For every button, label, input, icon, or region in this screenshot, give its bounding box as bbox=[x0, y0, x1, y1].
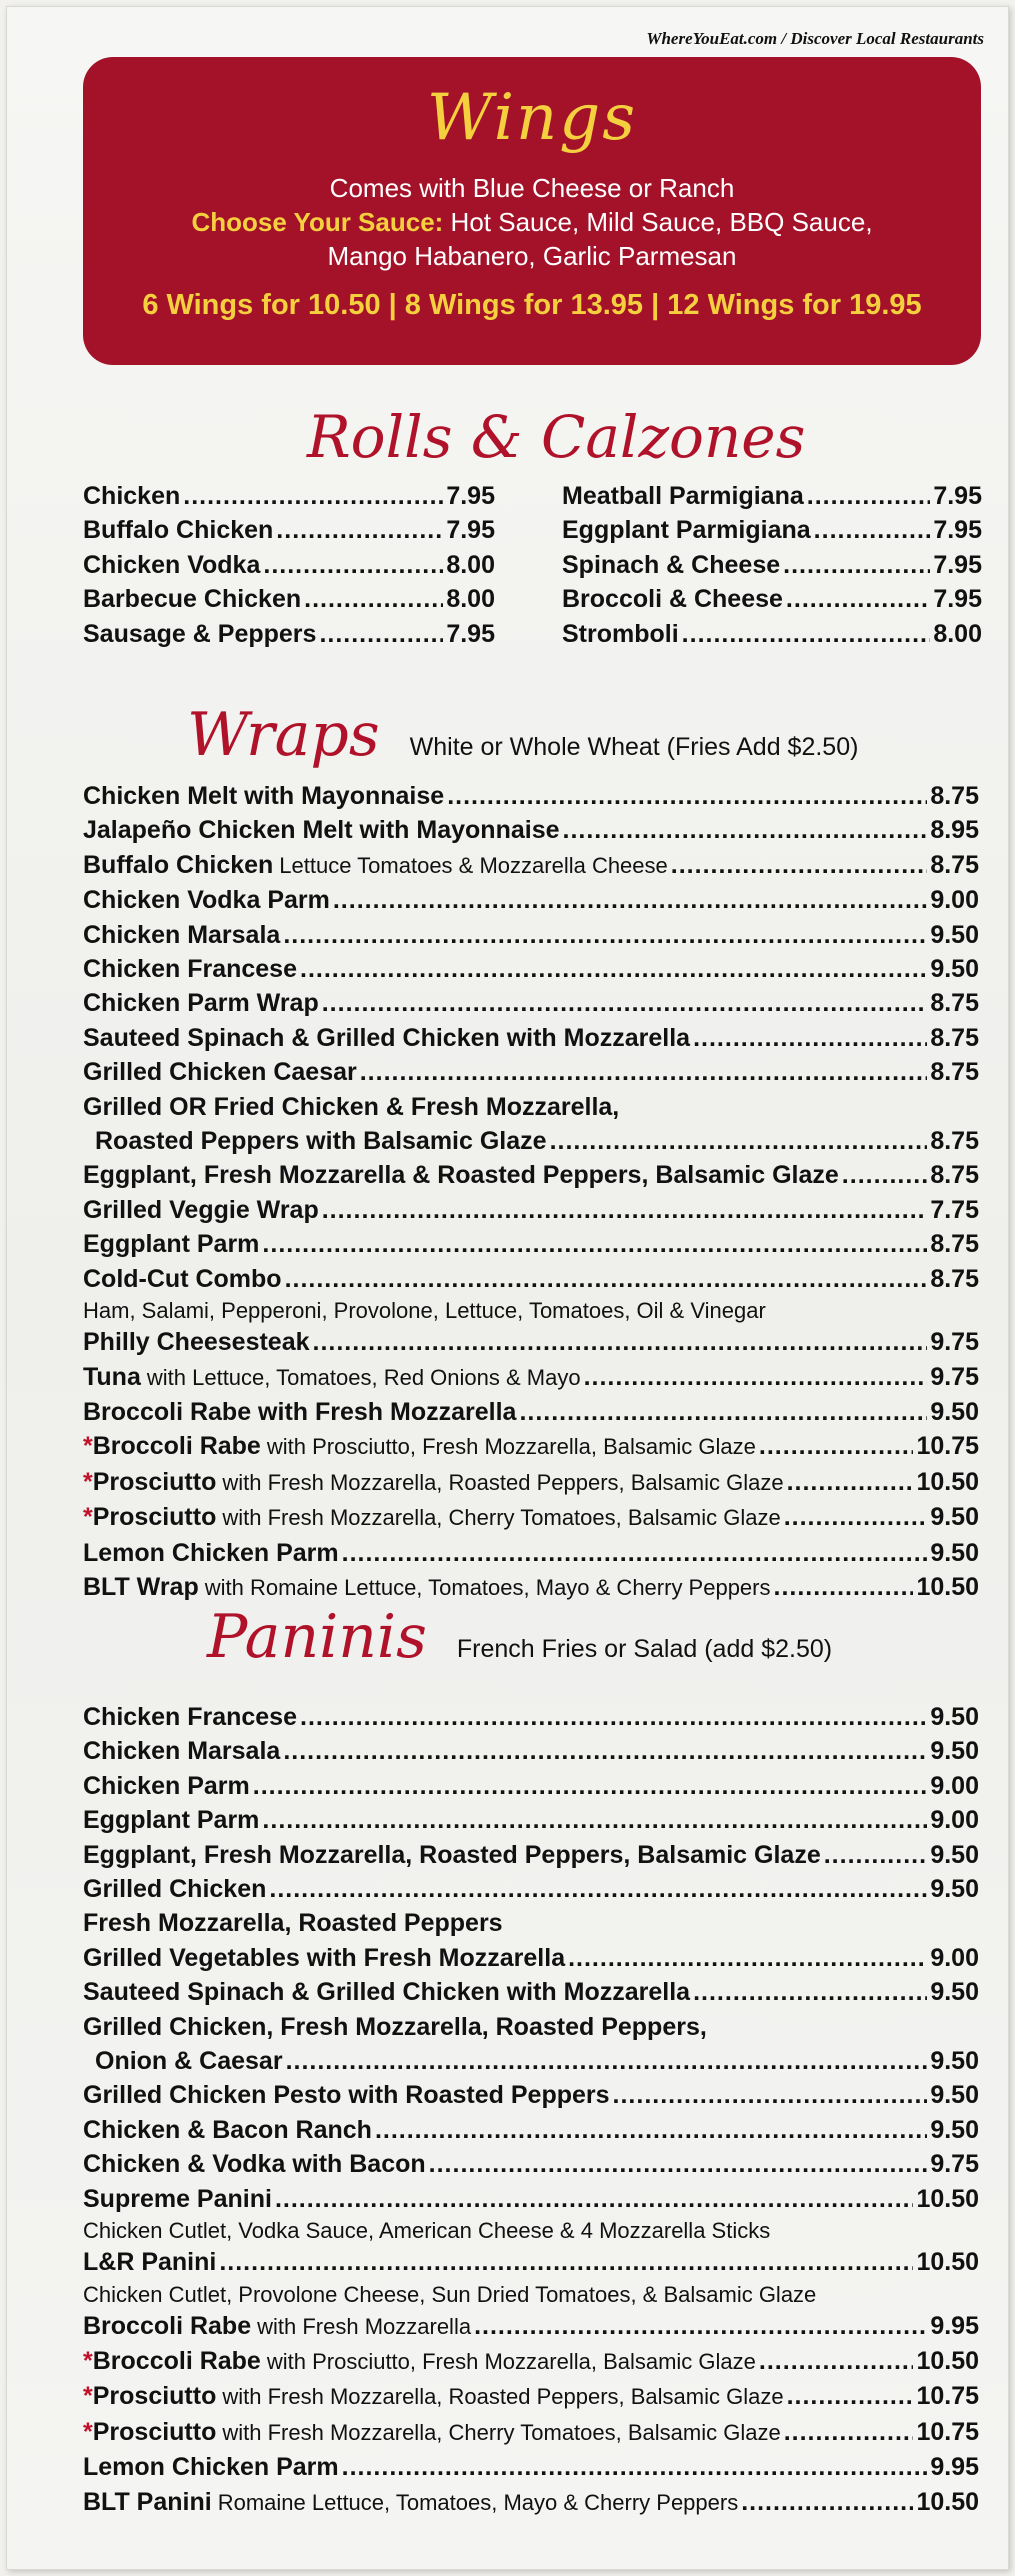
leader-dots bbox=[774, 1570, 914, 1604]
leader-dots bbox=[784, 1500, 928, 1534]
menu-item bbox=[83, 779, 979, 813]
leader-dots bbox=[262, 1227, 927, 1261]
menu-item-name: Chicken Vodka Parm bbox=[83, 886, 330, 915]
menu-item bbox=[83, 1700, 979, 1734]
menu-item-name: Eggplant Parm bbox=[83, 1230, 260, 1259]
menu-item bbox=[83, 2078, 979, 2112]
leader-dots bbox=[682, 617, 931, 651]
menu-item-price: 8.75 bbox=[930, 1230, 979, 1259]
menu-item-name: Stromboli bbox=[562, 619, 679, 648]
menu-item-line: Fresh Mozzarella, Roasted Peppers bbox=[83, 1909, 503, 1938]
menu-item-name: Broccoli & Cheese bbox=[562, 585, 783, 614]
wings-sauce-line-2: Mango Habanero, Garlic Parmesan bbox=[327, 241, 737, 271]
menu-item bbox=[83, 1021, 979, 1055]
menu-item-name: Philly Cheesesteak bbox=[83, 1328, 310, 1357]
menu-item bbox=[83, 1158, 979, 1192]
leader-dots bbox=[269, 1872, 927, 1906]
leader-dots bbox=[563, 813, 928, 847]
menu-item-name: Lemon Chicken Parm bbox=[83, 2453, 339, 2482]
menu-item-name: Sauteed Spinach & Grilled Chicken with Mozzarella bbox=[83, 1978, 691, 2007]
rolls-left-column bbox=[83, 479, 495, 651]
leader-dots bbox=[313, 1325, 928, 1359]
menu-item-name: Grilled Vegetables with Fresh Mozzarella bbox=[83, 1943, 566, 1972]
menu-item bbox=[83, 1570, 979, 1605]
menu-item-price: 8.75 bbox=[930, 1161, 979, 1190]
leader-dots bbox=[342, 2450, 928, 2484]
menu-item bbox=[83, 2379, 979, 2414]
menu-item-name: Grilled Chicken bbox=[83, 1875, 267, 1904]
menu-item-name: Chicken Francese bbox=[83, 1703, 297, 1731]
menu-item-name: Chicken & Vodka with Bacon bbox=[83, 2150, 426, 2179]
leader-dots bbox=[375, 2113, 927, 2147]
leader-dots bbox=[333, 883, 927, 917]
menu-item-price: 8.00 bbox=[933, 619, 982, 648]
menu-item bbox=[83, 2309, 979, 2344]
leader-dots bbox=[807, 479, 931, 513]
leader-dots bbox=[787, 2379, 914, 2413]
leader-dots bbox=[276, 513, 443, 547]
menu-item-name: Prosciutto bbox=[92, 1503, 217, 1532]
menu-item bbox=[83, 2485, 979, 2520]
leader-dots bbox=[693, 1021, 927, 1055]
menu-item bbox=[83, 617, 495, 651]
menu-item-price: 9.50 bbox=[930, 2047, 979, 2076]
menu-item bbox=[83, 1325, 979, 1359]
menu-item-description: with Fresh Mozzarella bbox=[257, 2313, 472, 2339]
menu-item-name: Grilled Chicken Caesar bbox=[83, 1058, 357, 1087]
menu-item bbox=[83, 1941, 979, 1975]
wings-sauce-list: Hot Sauce, Mild Sauce, BBQ Sauce, bbox=[450, 207, 873, 237]
watermark: WhereYouEat.com / Discover Local Restaurants bbox=[646, 29, 984, 48]
menu-item-price: 10.50 bbox=[916, 2346, 979, 2375]
menu-item bbox=[83, 1838, 979, 1872]
leader-dots bbox=[447, 779, 927, 813]
menu-item bbox=[83, 2044, 979, 2078]
menu-item-price: 9.00 bbox=[930, 1943, 979, 1972]
menu-item-star: * bbox=[83, 1432, 93, 1461]
menu-item-price: 7.75 bbox=[930, 1195, 979, 1224]
menu-item-name: Broccoli Rabe bbox=[83, 2311, 252, 2340]
menu-item-price: 9.95 bbox=[930, 2311, 979, 2340]
menu-item bbox=[83, 2113, 979, 2147]
menu-item-price: 10.50 bbox=[916, 2248, 979, 2277]
menu-item-price: 9.50 bbox=[930, 2081, 979, 2110]
menu-item-note: Chicken Cutlet, Provolone Cheese, Sun Dried Tomatoes, & Balsamic Glaze bbox=[83, 2281, 817, 2307]
leader-dots bbox=[283, 1734, 927, 1768]
menu-item bbox=[83, 2245, 979, 2279]
menu-item bbox=[83, 2450, 979, 2484]
menu-item bbox=[83, 2147, 979, 2181]
leader-dots bbox=[568, 1941, 927, 1975]
menu-item-price: 10.50 bbox=[916, 1572, 979, 1601]
leader-dots bbox=[693, 1975, 927, 2009]
menu-item bbox=[83, 1262, 979, 1296]
menu-item-name: Barbecue Chicken bbox=[83, 585, 302, 614]
menu-item-name: BLT Wrap bbox=[83, 1572, 199, 1601]
wings-prices: 6 Wings for 10.50 | 8 Wings for 13.95 | 12 Wings for 19.95 bbox=[142, 289, 922, 321]
menu-item bbox=[83, 1465, 979, 1500]
menu-item-price: 9.50 bbox=[930, 1397, 979, 1426]
menu-item-description: with Fresh Mozzarella, Roasted Peppers, Balsamic Glaze bbox=[222, 2384, 784, 2410]
leader-dots bbox=[275, 2182, 913, 2216]
menu-item-description: with Romaine Lettuce, Tomatoes, Mayo & Cherry Peppers bbox=[204, 1574, 771, 1600]
menu-item bbox=[83, 1124, 979, 1158]
menu-item-name: Chicken Francese bbox=[83, 955, 297, 984]
menu-item-price: 8.75 bbox=[930, 1127, 979, 1156]
menu-item-name: Lemon Chicken Parm bbox=[83, 1538, 339, 1567]
menu-item bbox=[562, 582, 982, 616]
leader-dots bbox=[613, 2078, 928, 2112]
menu-item-price: 9.50 bbox=[930, 1737, 979, 1766]
menu-item-description: with Prosciutto, Fresh Mozzarella, Balsamic Glaze bbox=[266, 2348, 756, 2374]
leader-dots bbox=[319, 617, 443, 651]
leader-dots bbox=[283, 918, 927, 952]
leader-dots bbox=[263, 548, 443, 582]
menu-item-price: 7.95 bbox=[446, 516, 495, 545]
paninis-list bbox=[83, 1700, 979, 2520]
leader-dots bbox=[842, 1158, 928, 1192]
leader-dots bbox=[253, 1769, 928, 1803]
menu-item-description: with Prosciutto, Fresh Mozzarella, Balsamic Glaze bbox=[266, 1434, 756, 1460]
menu-item-price: 10.50 bbox=[916, 2184, 979, 2213]
menu-item-name: Chicken Melt with Mayonnaise bbox=[83, 782, 445, 810]
menu-item-price: 8.75 bbox=[930, 782, 979, 810]
menu-item bbox=[83, 1975, 979, 2009]
menu-item-name: Prosciutto bbox=[92, 2382, 217, 2411]
menu-item-description: with Fresh Mozzarella, Cherry Tomatoes, Balsamic Glaze bbox=[222, 2419, 781, 2445]
menu-item-price: 9.75 bbox=[930, 1328, 979, 1357]
menu-item-name: Eggplant Parmigiana bbox=[562, 516, 811, 545]
menu-item bbox=[83, 813, 979, 847]
leader-dots bbox=[787, 1465, 914, 1499]
menu-item-name: Chicken Vodka bbox=[83, 550, 261, 579]
menu-item-name: Grilled Veggie Wrap bbox=[83, 1195, 319, 1224]
menu-page bbox=[6, 6, 1009, 2570]
menu-item-price: 8.00 bbox=[446, 550, 495, 579]
menu-item-name: Meatball Parmigiana bbox=[562, 482, 804, 510]
menu-item-price: 8.95 bbox=[930, 816, 979, 845]
menu-item bbox=[83, 513, 495, 547]
menu-item bbox=[83, 1500, 979, 1535]
leader-dots bbox=[786, 582, 930, 616]
menu-item-description: with Lettuce, Tomatoes, Red Onions & Mayo bbox=[146, 1364, 581, 1390]
menu-item-name: Tuna bbox=[83, 1362, 141, 1391]
menu-item-name: Sauteed Spinach & Grilled Chicken with Mozzarella bbox=[83, 1023, 691, 1052]
menu-item bbox=[83, 1055, 979, 1089]
menu-item bbox=[83, 1395, 979, 1429]
menu-item bbox=[83, 2415, 979, 2450]
rolls-title: Rolls & Calzones bbox=[307, 403, 806, 471]
menu-item bbox=[83, 1227, 979, 1261]
wings-title: Wings bbox=[426, 81, 638, 155]
leader-dots bbox=[814, 513, 931, 547]
menu-item-description: with Fresh Mozzarella, Roasted Peppers, Balsamic Glaze bbox=[222, 1469, 784, 1495]
menu-item-price: 7.95 bbox=[933, 482, 982, 510]
menu-item-price: 7.95 bbox=[446, 619, 495, 648]
leader-dots bbox=[322, 986, 928, 1020]
menu-item bbox=[83, 548, 495, 582]
leader-dots bbox=[784, 2415, 914, 2449]
menu-item-name: Chicken Parm bbox=[83, 1771, 250, 1800]
menu-item-name: BLT Panini bbox=[83, 2487, 212, 2516]
menu-item-price: 8.75 bbox=[930, 1058, 979, 1087]
menu-item-star: * bbox=[83, 1503, 93, 1532]
leader-dots bbox=[300, 952, 927, 986]
menu-item-price: 8.00 bbox=[446, 585, 495, 614]
menu-item-name: Chicken & Bacon Ranch bbox=[83, 2115, 372, 2144]
menu-item-star: * bbox=[83, 2417, 93, 2446]
leader-dots bbox=[304, 582, 443, 616]
menu-item bbox=[562, 548, 982, 582]
wings-banner bbox=[83, 57, 981, 365]
menu-item-price: 9.50 bbox=[930, 1840, 979, 1869]
menu-item-note: Ham, Salami, Pepperoni, Provolone, Lettuce, Tomatoes, Oil & Vinegar bbox=[83, 1298, 766, 1324]
wraps-header bbox=[187, 700, 858, 770]
paninis-header bbox=[207, 1602, 832, 1672]
menu-item bbox=[83, 582, 495, 616]
leader-dots bbox=[741, 2485, 913, 2519]
menu-item bbox=[83, 1769, 979, 1803]
wings-dip-line: Comes with Blue Cheese or Ranch bbox=[329, 173, 735, 203]
menu-item bbox=[83, 1803, 979, 1837]
menu-item-name: Jalapeño Chicken Melt with Mayonnaise bbox=[83, 816, 560, 845]
menu-item-name: Prosciutto bbox=[92, 2417, 217, 2446]
menu-item-line: Grilled Chicken, Fresh Mozzarella, Roasted Peppers, bbox=[83, 2012, 707, 2041]
menu-item-price: 9.50 bbox=[930, 1703, 979, 1731]
wraps-list bbox=[83, 779, 979, 1605]
menu-item-name: Chicken bbox=[83, 482, 181, 510]
menu-item bbox=[83, 952, 979, 986]
leader-dots bbox=[759, 2344, 914, 2378]
menu-item-name: Prosciutto bbox=[92, 1467, 217, 1496]
menu-item-line: Grilled OR Fried Chicken & Fresh Mozzarella, bbox=[83, 1092, 620, 1121]
leader-dots bbox=[286, 2044, 928, 2078]
menu-item-price: 10.75 bbox=[916, 2417, 979, 2446]
menu-item-name: Chicken Marsala bbox=[83, 920, 281, 949]
menu-item-price: 7.95 bbox=[933, 516, 982, 545]
menu-item-price: 10.75 bbox=[916, 2382, 979, 2411]
menu-item-name: Grilled Chicken Pesto with Roasted Peppers bbox=[83, 2081, 610, 2110]
leader-dots bbox=[429, 2147, 928, 2181]
wraps-subtitle: White or Whole Wheat (Fries Add $2.50) bbox=[409, 733, 859, 761]
menu-item-price: 9.00 bbox=[930, 1771, 979, 1800]
menu-item-name: Buffalo Chicken bbox=[83, 850, 274, 879]
menu-item bbox=[83, 479, 495, 513]
leader-dots bbox=[671, 848, 928, 882]
menu-item-name: Buffalo Chicken bbox=[83, 516, 274, 545]
menu-item-name: Broccoli Rabe bbox=[92, 2346, 261, 2375]
leader-dots bbox=[519, 1395, 927, 1429]
menu-item-price: 8.75 bbox=[930, 989, 979, 1018]
rolls-right-column bbox=[562, 479, 982, 651]
menu-item bbox=[83, 1536, 979, 1570]
menu-item-price: 10.75 bbox=[916, 1432, 979, 1461]
menu-item-price: 9.00 bbox=[930, 1806, 979, 1835]
menu-item-price: 9.50 bbox=[930, 1538, 979, 1567]
menu-item-name: Eggplant, Fresh Mozzarella, Roasted Peppers, Balsamic Glaze bbox=[83, 1840, 821, 1869]
paninis-title: Paninis bbox=[207, 1602, 427, 1672]
leader-dots bbox=[262, 1803, 927, 1837]
leader-dots bbox=[219, 2245, 913, 2279]
menu-item bbox=[83, 1734, 979, 1768]
leader-dots bbox=[360, 1055, 928, 1089]
leader-dots bbox=[759, 1429, 914, 1463]
leader-dots bbox=[474, 2309, 927, 2343]
menu-item bbox=[83, 2182, 979, 2216]
wings-sauce-label: Choose Your Sauce: bbox=[191, 207, 444, 237]
menu-item-price: 9.50 bbox=[930, 955, 979, 984]
menu-item-price: 9.50 bbox=[930, 1503, 979, 1532]
menu-item-star: * bbox=[83, 2346, 93, 2375]
menu-item-price: 10.50 bbox=[916, 2487, 979, 2516]
menu-item bbox=[83, 2344, 979, 2379]
menu-item-note: Chicken Cutlet, Vodka Sauce, American Cheese & 4 Mozzarella Sticks bbox=[83, 2218, 771, 2244]
menu-item-star: * bbox=[83, 2382, 93, 2411]
menu-item-name: Chicken Marsala bbox=[83, 1737, 281, 1766]
menu-item bbox=[83, 1872, 979, 1906]
menu-item bbox=[83, 986, 979, 1020]
menu-item-name: Eggplant, Fresh Mozzarella & Roasted Peppers, Balsamic Glaze bbox=[83, 1161, 839, 1190]
menu-item-description: Lettuce Tomatoes & Mozzarella Cheese bbox=[279, 852, 668, 878]
menu-item-name: Broccoli Rabe bbox=[92, 1432, 261, 1461]
menu-item-name: Spinach & Cheese bbox=[562, 550, 781, 579]
menu-item-name: Broccoli Rabe with Fresh Mozzarella bbox=[83, 1397, 517, 1426]
menu-item bbox=[83, 883, 979, 917]
menu-item-price: 8.75 bbox=[930, 1264, 979, 1293]
menu-item-price: 8.75 bbox=[930, 850, 979, 879]
leader-dots bbox=[783, 548, 930, 582]
menu-item bbox=[83, 918, 979, 952]
leader-dots bbox=[342, 1536, 928, 1570]
menu-item-price: 9.50 bbox=[930, 920, 979, 949]
menu-item-description: Romaine Lettuce, Tomatoes, Mayo & Cherry Peppers bbox=[217, 2489, 739, 2515]
leader-dots bbox=[322, 1193, 928, 1227]
menu-item-name: Supreme Panini bbox=[83, 2184, 272, 2213]
menu-item-name: Eggplant Parm bbox=[83, 1806, 260, 1835]
menu-item bbox=[83, 848, 979, 883]
leader-dots bbox=[183, 479, 443, 513]
menu-item bbox=[562, 513, 982, 547]
menu-item-price: 9.50 bbox=[930, 2115, 979, 2144]
menu-item bbox=[83, 1193, 979, 1227]
leader-dots bbox=[300, 1700, 927, 1734]
menu-item-price: 9.75 bbox=[930, 2150, 979, 2179]
menu-item bbox=[562, 479, 982, 513]
wings-sauce-line bbox=[83, 205, 981, 239]
menu-item-price: 7.95 bbox=[933, 585, 982, 614]
leader-dots bbox=[824, 1838, 928, 1872]
menu-item-price: 7.95 bbox=[446, 482, 495, 510]
menu-item bbox=[83, 1429, 979, 1464]
paninis-subtitle: French Fries or Salad (add $2.50) bbox=[456, 1635, 833, 1663]
menu-item-name: Sausage & Peppers bbox=[83, 619, 317, 648]
menu-item-name: Roasted Peppers with Balsamic Glaze bbox=[95, 1127, 547, 1156]
menu-item-price: 10.50 bbox=[916, 1467, 979, 1496]
leader-dots bbox=[550, 1124, 928, 1158]
menu-item bbox=[83, 1360, 979, 1395]
menu-item bbox=[562, 617, 982, 651]
menu-item-star: * bbox=[83, 1467, 93, 1496]
menu-item-price: 9.50 bbox=[930, 1875, 979, 1904]
leader-dots bbox=[285, 1262, 928, 1296]
menu-item-description: with Fresh Mozzarella, Cherry Tomatoes, Balsamic Glaze bbox=[222, 1505, 781, 1531]
leader-dots bbox=[584, 1360, 928, 1394]
menu-item-price: 8.75 bbox=[930, 1023, 979, 1052]
menu-item-name: L&R Panini bbox=[83, 2248, 217, 2277]
menu-item-price: 9.75 bbox=[930, 1362, 979, 1391]
menu-item-price: 9.50 bbox=[930, 1978, 979, 2007]
menu-item-price: 7.95 bbox=[933, 550, 982, 579]
menu-item-price: 9.00 bbox=[930, 886, 979, 915]
menu-item-name: Cold-Cut Combo bbox=[83, 1264, 282, 1293]
menu-item-name: Onion & Caesar bbox=[95, 2047, 283, 2076]
menu-item-name: Chicken Parm Wrap bbox=[83, 989, 319, 1018]
wraps-title: Wraps bbox=[187, 700, 380, 770]
menu-item-price: 9.95 bbox=[930, 2453, 979, 2482]
